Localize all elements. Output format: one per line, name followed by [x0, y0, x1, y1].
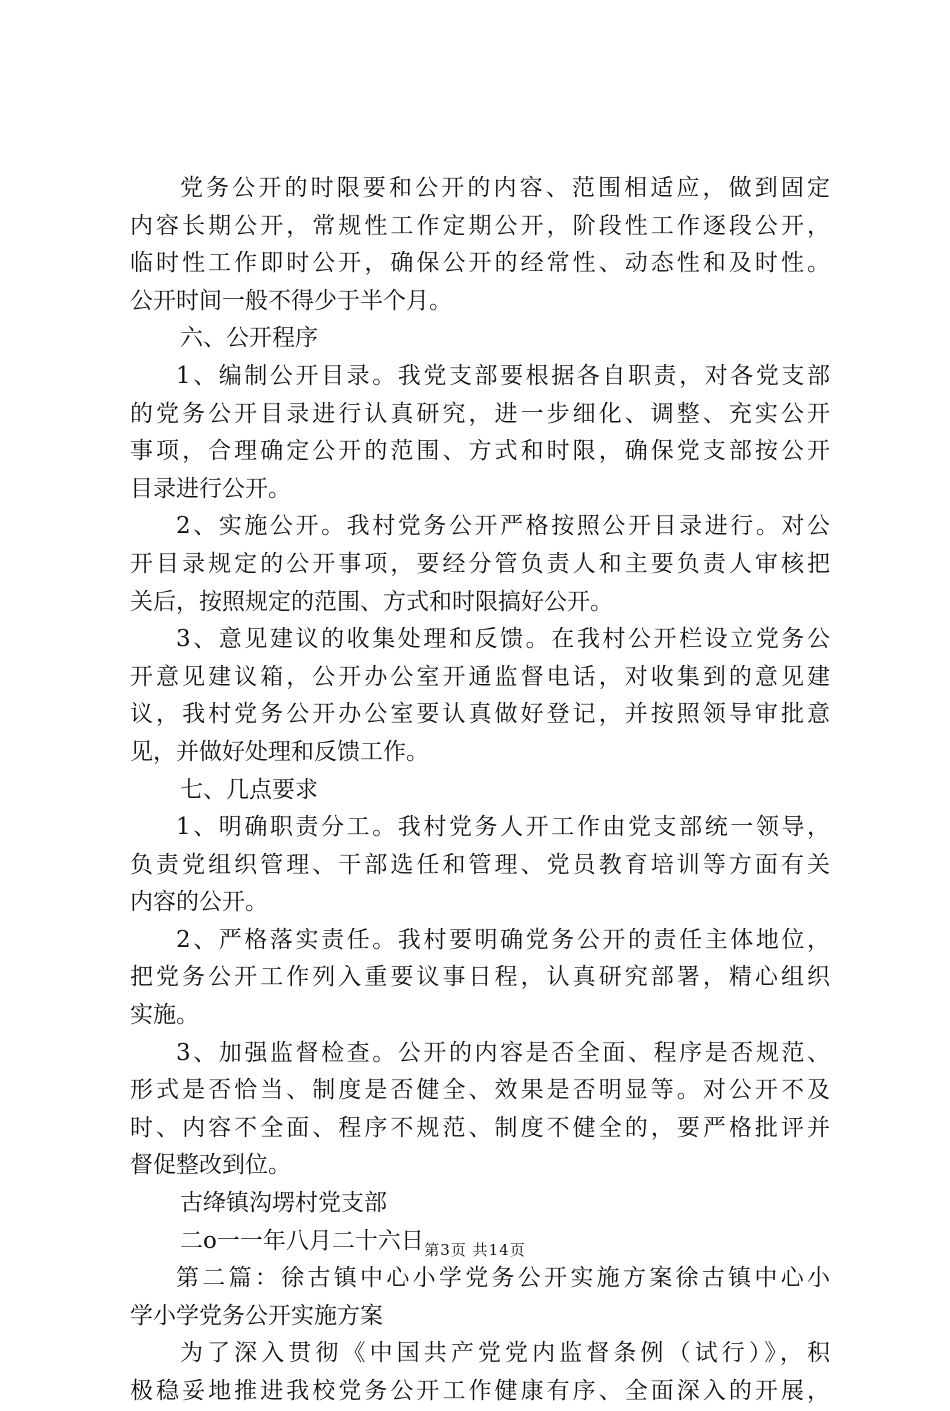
- text-line: 督促整改到位。: [130, 1152, 291, 1179]
- text-line: 时、内容不全面、程序不规范、制度不健全的，要严格批评并: [130, 1114, 830, 1141]
- signature-date: 二o一一年八月二十六日: [180, 1227, 424, 1254]
- text-line: 开目录规定的公开事项，要经分管负责人和主要负责人审核把: [130, 550, 830, 577]
- text-line: 公开时间一般不得少于半个月。: [130, 287, 452, 314]
- section-heading: 七、几点要求: [180, 776, 318, 803]
- text-line: 极稳妥地推进我校党务公开工作健康有序、全面深入的开展，: [130, 1378, 830, 1404]
- text-line: 的党务公开目录进行认真研究，进一步细化、调整、充实公开: [130, 400, 830, 427]
- text-line: 实施。: [130, 1002, 199, 1029]
- section-title: 第二篇：徐古镇中心小学党务公开实施方案徐古镇中心小: [176, 1265, 830, 1292]
- text-line: 目录进行公开。: [130, 475, 291, 502]
- text-line: 把党务公开工作列入重要议事日程，认真研究部署，精心组织: [130, 964, 830, 991]
- text-line: 议，我村党务公开办公室要认真做好登记，并按照领导审批意: [130, 701, 830, 728]
- section-heading: 六、公开程序: [180, 325, 318, 352]
- text-line: 临时性工作即时公开，确保公开的经常性、动态性和及时性。: [130, 250, 830, 277]
- text-line: 事项，合理确定公开的范围、方式和时限，确保党支部按公开: [130, 438, 830, 465]
- page-footer: 第3页 共14页: [424, 1241, 526, 1259]
- text-line: 见，并做好处理和反馈工作。: [130, 738, 429, 765]
- text-line: 1、明确职责分工。我村党务人开工作由党支部统一领导，: [176, 814, 830, 841]
- section-title-cont: 学小学党务公开实施方案: [130, 1302, 383, 1329]
- text-line: 内容长期公开，常规性工作定期公开，阶段性工作逐段公开，: [130, 212, 830, 239]
- text-line: 1、编制公开目录。我党支部要根据各自职责，对各党支部: [176, 362, 830, 389]
- text-line: 2、严格落实责任。我村要明确党务公开的责任主体地位，: [176, 926, 830, 953]
- text-line: 为了深入贯彻《中国共产党党内监督条例（试行）》，积: [180, 1340, 830, 1367]
- signature-org: 古绛镇沟塄村党支部: [180, 1190, 387, 1217]
- text-line: 负责党组织管理、干部选任和管理、党员教育培训等方面有关: [130, 851, 830, 878]
- text-line: 开意见建议箱，公开办公室开通监督电话，对收集到的意见建: [130, 663, 830, 690]
- text-line: 关后，按照规定的范围、方式和时限搞好公开。: [130, 588, 613, 615]
- text-line: 党务公开的时限要和公开的内容、范围相适应，做到固定: [180, 175, 830, 201]
- text-line: 2、实施公开。我村党务公开严格按照公开目录进行。对公: [176, 513, 830, 540]
- document-body: [130, 170, 830, 1411]
- text-line: 3、加强监督检查。公开的内容是否全面、程序是否规范、: [176, 1039, 830, 1066]
- text-line: 形式是否恰当、制度是否健全、效果是否明显等。对公开不及: [130, 1077, 830, 1104]
- text-line: 3、意见建议的收集处理和反馈。在我村公开栏设立党务公: [176, 626, 830, 653]
- text-line: 内容的公开。: [130, 889, 268, 916]
